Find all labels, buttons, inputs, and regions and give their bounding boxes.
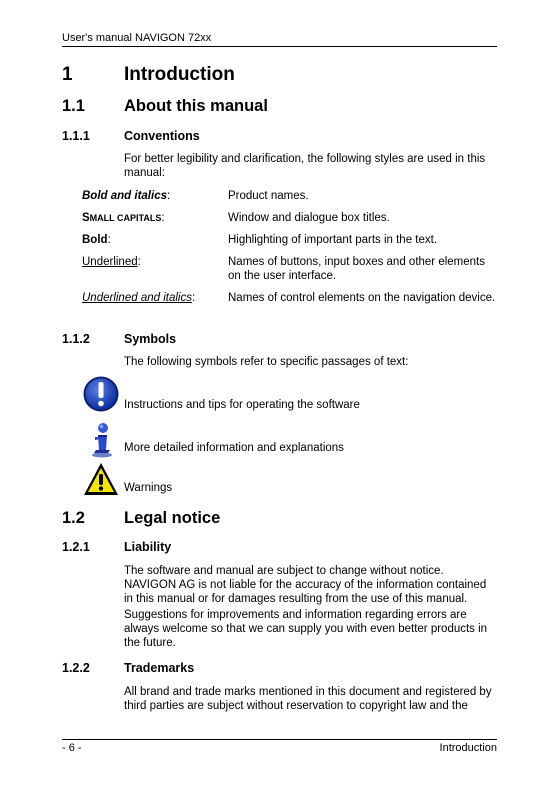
convention-desc: Window and dialogue box titles. bbox=[228, 212, 390, 224]
warning-icon bbox=[82, 461, 120, 499]
symbol-text: More detailed information and explanations bbox=[124, 442, 344, 454]
page-number: - 6 - bbox=[62, 742, 82, 754]
exclamation-icon bbox=[82, 375, 120, 413]
section-title: Legal notice bbox=[124, 509, 221, 527]
footer-rule bbox=[62, 739, 497, 740]
subsection-number: 1.2.1 bbox=[62, 540, 90, 554]
convention-desc: Product names. bbox=[228, 190, 309, 202]
symbol-text: Instructions and tips for operating the software bbox=[124, 399, 360, 411]
liability-paragraph: The software and manual are subject to change without notice. NAVIGON AG is not liable for the accuracy of the information contained in this manual or for damages resulting from the use of this manual. bbox=[124, 565, 487, 605]
convention-desc: Highlighting of important parts in the text. bbox=[228, 234, 438, 246]
info-icon bbox=[82, 420, 120, 458]
chapter-number: 1 bbox=[62, 64, 73, 85]
subsection-title: Liability bbox=[124, 540, 172, 554]
convention-desc: Names of buttons, input boxes and other elements on the user interface. bbox=[228, 256, 485, 282]
trademarks-paragraph: All brand and trade marks mentioned in this document and registered by third parties are subject without reservation to copyright law and the bbox=[124, 686, 492, 712]
subsection-number: 1.1.1 bbox=[62, 129, 90, 143]
section-number: 1.1 bbox=[62, 97, 85, 115]
convention-label: Bold and italics: bbox=[82, 190, 171, 202]
section-title: About this manual bbox=[124, 97, 268, 115]
convention-desc: Names of control elements on the navigation device. bbox=[228, 292, 496, 304]
convention-label: Bold: bbox=[82, 234, 111, 246]
subsection-title: Trademarks bbox=[124, 661, 195, 675]
convention-label: SMALL CAPITALS: bbox=[82, 212, 165, 224]
header-rule bbox=[62, 46, 497, 47]
running-header: User's manual NAVIGON 72xx bbox=[62, 32, 212, 44]
subsection-number: 1.2.2 bbox=[62, 661, 90, 675]
section-number: 1.2 bbox=[62, 509, 85, 527]
subsection-title: Conventions bbox=[124, 129, 200, 143]
subsection-title: Symbols bbox=[124, 332, 177, 346]
subsection-number: 1.1.2 bbox=[62, 332, 90, 346]
chapter-title: Introduction bbox=[124, 64, 235, 85]
symbol-text: Warnings bbox=[124, 482, 173, 494]
convention-label: Underlined: bbox=[82, 256, 141, 268]
liability-paragraph: Suggestions for improvements and information regarding errors are always welcome so that we can supply you with even better products in the future. bbox=[124, 609, 488, 649]
footer-section: Introduction bbox=[439, 742, 497, 754]
symbols-intro: The following symbols refer to specific passages of text: bbox=[124, 356, 409, 368]
conventions-intro: For better legibility and clarification, the following styles are used in this manual: bbox=[124, 153, 486, 179]
convention-label: Underlined and italics: bbox=[82, 292, 196, 304]
